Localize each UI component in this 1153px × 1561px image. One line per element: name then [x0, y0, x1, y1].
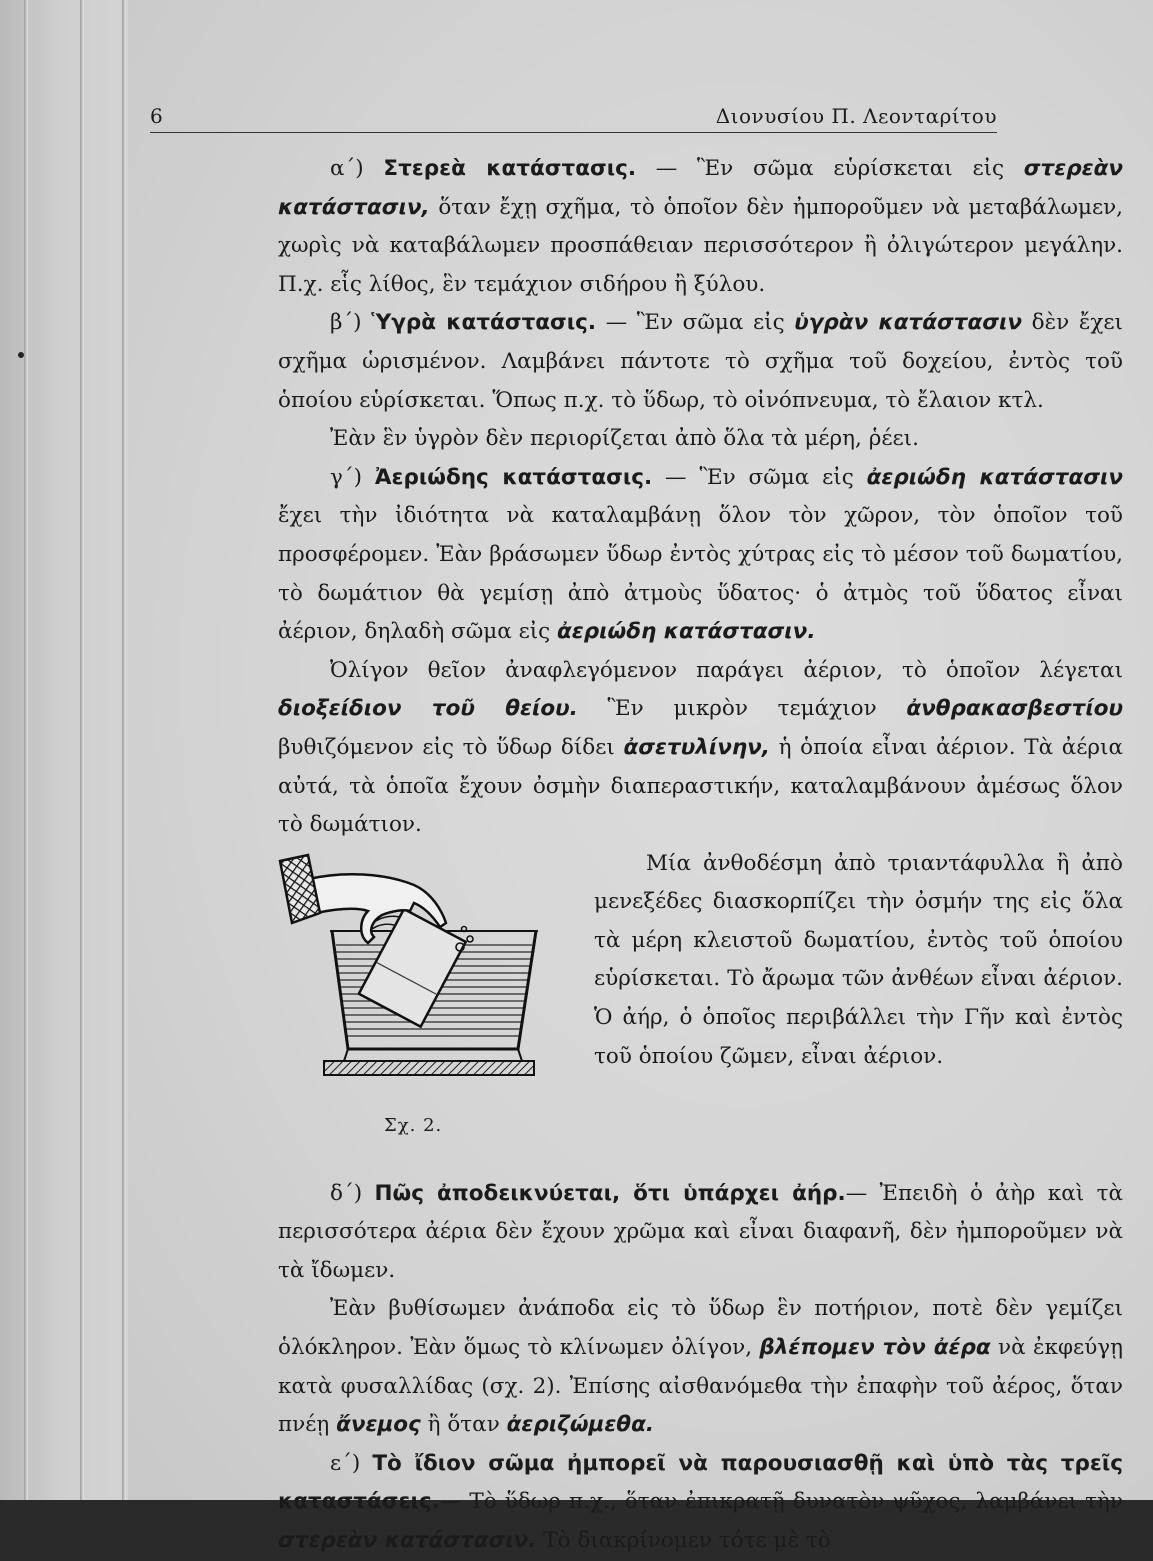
page-stack-edge	[122, 0, 126, 1500]
margin-mark	[18, 352, 24, 358]
text: Ἐὰν βυθίσωμεν ἀνάποδα εἰς τὸ ὕδωρ ἓν ποτήριον, ποτὲ δὲν γεμίζει ὁλόκληρον. Ἐὰν ὅμως τὸ κλίνωμεν ὀλίγον,	[278, 1296, 1123, 1361]
glass-in-water-illustration	[264, 851, 564, 1107]
text: δὲν ἔχει σχῆμα ὡρισμένον. Λαμβάνει πάντοτε τὸ σχῆμα τοῦ δοχείου, ἐντὸς τοῦ ὁποίου εὑρίσκεται. Ὅπως π.χ. τὸ ὕδωρ, τὸ οἰνόπνευμα, τὸ ἔλαιον κτλ.	[278, 310, 1123, 413]
text: ἡ ὁποία εἶναι ἀέριον. Τὰ ἀέρια αὐτά, τὰ ὁποῖα ἔχουν ὀσμὴν διαπεραστικήν, καταλαμβάνουν ἀμέσως ὅλον τὸ δωμάτιον.	[278, 734, 1124, 838]
page-header	[150, 92, 997, 133]
text: Μία ἀνθοδέσμη ἀπὸ τριαντάφυλλα ἢ ἀπὸ μενεξέδες διασκορπίζει τὴν ὀσμήν της εἰς ὅλα τὰ μέρη κλειστοῦ δωματίου, ἐντὸς τοῦ ὁποίου εὑρίσκεται. Τὸ ἄρωμα τῶν ἀνθέων εἶναι ἀέριον. Ὁ ἀήρ, ὁ ὁποῖος περιβάλλει τὴν Γῆν καὶ ἐντὸς τοῦ ὁποίου ζῶμεν, εἶναι ἀέριον.	[594, 850, 1123, 1069]
section-heading: Στερεὰ κατάστασις.	[383, 156, 637, 181]
section-c-gases-paragraph	[278, 652, 1123, 845]
page-body	[278, 150, 1123, 1561]
text: ἔχει τὴν ἰδιότητα νὰ καταλαμβάνῃ ὅλον τὸν χῶρον, τὸν ὁποῖον τοῦ προσφέρομεν. Ἐὰν βράσωμεν ὕδωρ ἐντὸς χύτρας εἰς τὸ μέσον τοῦ δωματίου, τὸ δωμάτιον θὰ γεμίσῃ ἀπὸ ἀτμοὺς ὕδατος· ὁ ἀτμὸς τοῦ ὕδατος εἶναι ἀέριον, δηλαδὴ σῶμα εἰς	[278, 503, 1123, 645]
running-title: Διονυσίου Π. Λεονταρίτου	[715, 104, 997, 128]
emphasis: ὑγρὰν κατάστασιν	[794, 310, 1023, 336]
page-stack-edge	[24, 0, 28, 1500]
dash: —	[636, 156, 698, 181]
emphasis: στερεὰν κατάστασιν.	[278, 1528, 537, 1554]
section-b-paragraph	[278, 304, 1123, 420]
section-c-paragraph	[278, 459, 1123, 652]
emphasis: ἀεριζώμεθα.	[506, 1412, 655, 1438]
text: ἢ ὅταν	[420, 1412, 507, 1438]
dash: —	[439, 1489, 470, 1515]
section-heading: Πῶς ἀποδεικνύεται, ὅτι ὑπάρχει ἀήρ.	[374, 1180, 846, 1206]
section-label: δ΄)	[330, 1180, 363, 1206]
section-label: ε΄)	[330, 1450, 361, 1476]
text: Ἐπειδὴ ὁ ἀὴρ καὶ τὰ περισσότερα ἀέρια δὲν ἔχουν χρῶμα καὶ εἶναι διαφανῆ, δὲν ἠμποροῦμεν νὰ τὰ ἴδωμεν.	[278, 1180, 1123, 1283]
text: Ἓν σῶμα εὑρίσκεται εἰς	[697, 156, 1024, 181]
figure-2	[264, 845, 584, 1175]
text: νὰ ἐκφεύγῃ κατὰ φυσαλλίδας (σχ. 2). Ἐπίσης αἰσθανόμεθα τὴν ἐπαφὴν τοῦ ἀέρος, ὅταν πνέῃ	[278, 1335, 1123, 1438]
section-e-paragraph	[278, 1445, 1123, 1561]
text: Ἓν σῶμα εἰς	[636, 310, 795, 336]
section-label: γ΄)	[330, 464, 362, 490]
dash: —	[652, 464, 700, 490]
section-b-note: Ἐὰν ἓν ὑγρὸν δὲν περιορίζεται ἀπὸ ὅλα τὰ μέρη, ῥέει.	[330, 426, 919, 452]
text: Ἓν σῶμα εἰς	[699, 464, 867, 490]
emphasis: ἀεριώδη κατάστασιν	[866, 464, 1124, 490]
emphasis: ἄνεμος	[336, 1412, 421, 1438]
section-label: α΄)	[330, 156, 364, 181]
emphasis: στερεὰν κατάστασιν,	[278, 156, 1123, 220]
text: ὅταν ἔχῃ σχῆμα, τὸ ὁποῖον δὲν ἠμποροῦμεν νὰ μεταβάλωμεν, χωρὶς νὰ καταβάλωμεν προσπάθειαν περισσότερον ἢ ὀλιγώτερον μεγάλην. Π.χ. εἷς λίθος, ἓν τεμάχιον σιδήρου ἢ ξύλου.	[278, 194, 1123, 297]
section-label: β΄)	[330, 310, 362, 336]
section-heading: Ὑγρὰ κατάστασις.	[371, 310, 597, 336]
section-heading: Ἀεριώδης κατάστασις.	[374, 464, 653, 490]
text: βυθιζόμενον εἰς τὸ ὕδωρ δίδει	[278, 734, 624, 760]
dash: —	[596, 310, 637, 336]
figure-caption: Σχ. 2.	[384, 1114, 443, 1136]
text: Τὸ διακρίνομεν τότε μὲ τὸ	[536, 1528, 831, 1554]
text: Ἓν μικρὸν τεμάχιον	[577, 696, 907, 722]
page-stack-edge	[80, 0, 84, 1500]
emphasis: διοξείδιον τοῦ θείου.	[278, 696, 578, 722]
text: Ὀλίγον θεῖον ἀναφλεγόμενον παράγει ἀέριον, τὸ ὁποῖον λέγεται	[330, 657, 1123, 683]
section-d-experiment-paragraph	[278, 1290, 1123, 1444]
emphasis: ἀνθρακασβεστίου	[906, 696, 1123, 722]
page-number: 6	[150, 104, 163, 128]
emphasis: ἀσετυλίνην,	[623, 734, 770, 760]
dash: —	[845, 1180, 880, 1206]
section-heading: Τὸ ἴδιον σῶμα ἠμπορεῖ νὰ παρουσιασθῇ καὶ ὑπὸ τὰς τρεῖς καταστάσεις.	[278, 1450, 1123, 1515]
section-d-paragraph	[278, 1175, 1123, 1291]
section-a-paragraph	[278, 150, 1123, 304]
emphasis: βλέπομεν τὸν ἀέρα	[759, 1335, 991, 1361]
text: Τὸ ὕδωρ π.χ., ὅταν ἐπικρατῇ δυνατὸν ψῦχος, λαμβάνει τὴν	[469, 1489, 1123, 1515]
emphasis: ἀεριώδη κατάστασιν.	[557, 619, 816, 645]
